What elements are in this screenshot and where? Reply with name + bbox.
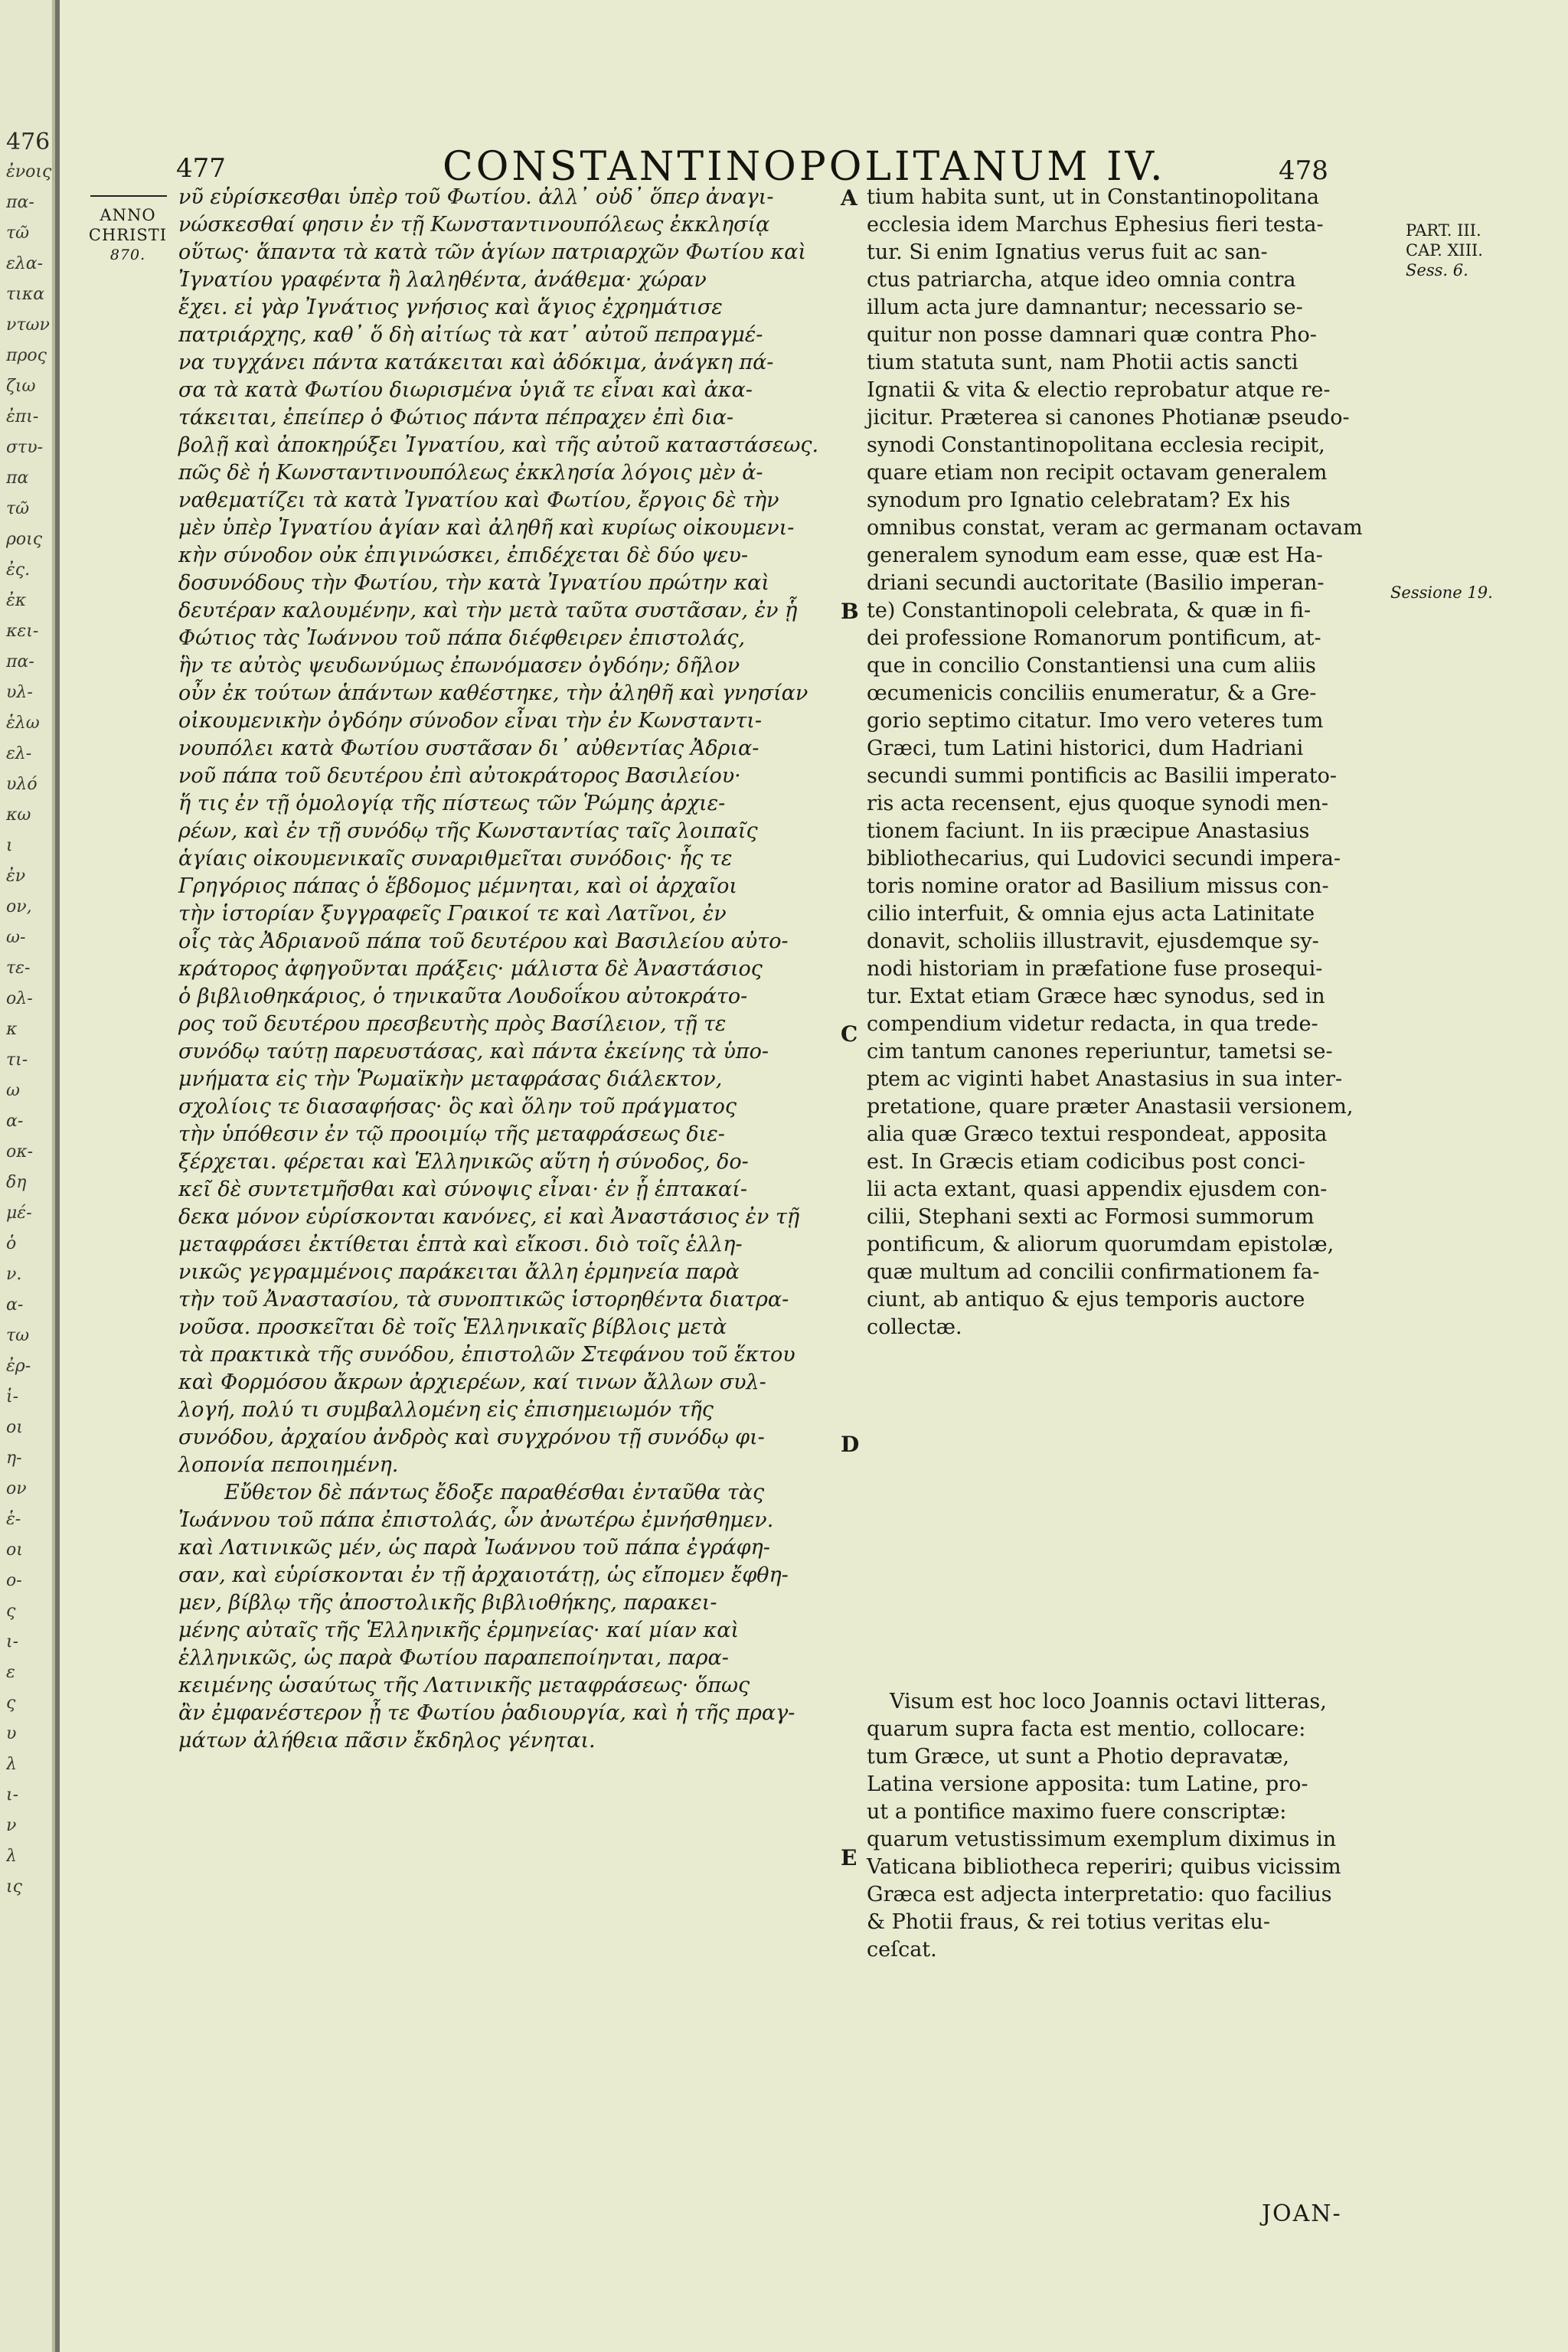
facing-page-fragment: υλό (6, 775, 38, 794)
facing-page-fragment: ν (6, 1816, 17, 1835)
greek-line: λογή, πολύ τι συμβαλλομένη εἰς ἐπισημειωμόν τῆς (178, 1398, 714, 1422)
part-chapter-note (1406, 220, 1498, 280)
running-title: CONSTANTINOPOLITANUM IV. (443, 144, 1166, 190)
facing-page-fragment: α- (6, 1112, 24, 1131)
greek-line: νικῶς γεγραμμένοις παράκειται ἄλλη ἑρμηνεία παρὰ (178, 1260, 740, 1284)
latin-line: tionem faciunt. In iis præcipue Anastasius (867, 819, 1310, 843)
greek-line: κράτορος ἀφηγοῦνται πράξεις· μάλιστα δὲ Ἀναστάσιος (178, 957, 763, 981)
facing-page-fragment: οι (6, 1540, 23, 1560)
margin-letter-d: D (841, 1432, 860, 1457)
facing-page-fragment: η- (6, 1449, 22, 1468)
facing-page-fragment: κω (6, 805, 31, 825)
facing-page-fragment: ροις (6, 530, 43, 549)
sessione-note: Sessione 19. (1390, 583, 1493, 602)
greek-line: δοσυνόδους τὴν Φωτίου, τὴν κατὰ Ἰγνατίου πρώτην καὶ (178, 571, 769, 595)
facing-page-fragment: τε- (6, 959, 31, 978)
latin-text-column (867, 184, 1387, 1962)
facing-page-fragment: ε (6, 1663, 15, 1682)
greek-line: ἥ τις ἐν τῇ ὁμολογίᾳ τῆς πίστεως τῶν Ῥώμης ἀρχιε- (178, 792, 726, 815)
latin-line: compendium videtur redacta, in qua trede- (867, 1012, 1318, 1036)
greek-line: πῶς δὲ ἡ Κωνσταντινουπόλεως ἐκκλησία λόγοις μὲν ἀ- (178, 461, 763, 485)
christi-label: CHRISTI (88, 226, 168, 244)
latin-line: cilii, Stephani sexti ac Formosi summorum (867, 1205, 1315, 1229)
greek-line: μνήματα εἰς τὴν Ῥωμαϊκὴν μεταφράσας διάλεκτον, (178, 1067, 723, 1091)
greek-line: ρος τοῦ δευτέρου πρεσβευτὴς πρὸς Βασίλειον, τῇ τε (178, 1012, 727, 1036)
greek-line: τὴν τοῦ Ἀναστασίου, τὰ συνοπτικῶς ἱστορηθέντα διατρα- (178, 1288, 789, 1312)
facing-page-fragment: ελα- (6, 254, 44, 273)
latin-line: tium habita sunt, ut in Constantinopolitana (867, 185, 1319, 209)
latin-line: quæ multum ad concilii confirmationem fa- (867, 1260, 1320, 1284)
latin-line: ctus patriarcha, atque ideo omnia contra (867, 268, 1296, 292)
facing-page-fragment: λ (6, 1847, 17, 1866)
latin-line: cim tantum canones reperiuntur, tametsi se- (867, 1040, 1333, 1063)
greek-line: δεκα μόνον εὑρίσκονται κανόνες, εἰ καὶ Ἀναστάσιος ἐν τῇ (178, 1205, 800, 1229)
left-column-number: 477 (176, 153, 226, 184)
greek-text-column (178, 184, 837, 1755)
facing-page-fragment: ἐρ- (6, 1357, 31, 1376)
latin-line: pretatione, quare præter Anastasii versionem, (867, 1095, 1354, 1119)
latin-line: ceſcat. (867, 1938, 937, 1962)
greek-line: σχολίοις τε διασαφήσας· ὃς καὶ ὅλην τοῦ πράγματος (178, 1095, 737, 1119)
latin-line: Latina versione apposita: tum Latine, pro- (867, 1772, 1308, 1796)
facing-page-fragment: ν. (6, 1265, 22, 1284)
facing-page-fragment: τῶ (6, 499, 30, 518)
facing-page-fragment: ον (6, 1479, 27, 1498)
greek-line: οἰκουμενικὴν ὀγδόην σύνοδον εἶναι τὴν ἐν Κωνσταντι- (178, 709, 762, 733)
greek-line: ἑλληνικῶς, ὡς παρὰ Φωτίου παραπεποίηνται, παρα- (178, 1646, 729, 1670)
session-label: Sess. 6. (1406, 261, 1468, 279)
greek-line: Φώτιος τὰς Ἰωάννου τοῦ πάπα διέφθειρεν ἐπιστολάς, (178, 626, 746, 650)
greek-line: καὶ Λατινικῶς μέν, ὡς παρὰ Ἰωάννου τοῦ πάπα ἐγράφη- (178, 1536, 770, 1560)
greek-line: ἁγίαις οἰκουμενικαῖς συναριθμεῖται συνόδοις· ἧς τε (178, 847, 733, 871)
latin-line: generalem synodum eam esse, quæ est Ha- (867, 544, 1323, 567)
facing-page-fragment: ς (6, 1602, 16, 1621)
greek-line: βολῇ καὶ ἀποκηρύξει Ἰγνατίου, καὶ τῆς αὐτοῦ καταστάσεως. (178, 433, 819, 457)
latin-line: tium statuta sunt, nam Photii actis sancti (867, 351, 1298, 374)
facing-page-fragment: δη (6, 1173, 27, 1192)
greek-line: νοῦσα. προσκεῖται δὲ τοῖς Ἑλληνικαῖς βίβλοις μετὰ (178, 1315, 727, 1339)
facing-page-fragment: ἐπι- (6, 407, 39, 426)
greek-line: ἣν τε αὐτὸς ψευδωνύμως ἐπωνόμασεν ὀγδόην; δῆλον (178, 654, 740, 678)
facing-page-fragment: ελ- (6, 744, 32, 763)
latin-line: pontificum, & aliorum quorumdam epistolæ, (867, 1233, 1334, 1256)
right-column-number: 478 (1279, 155, 1328, 186)
greek-line: νώσκεσθαί φησιν ἐν τῇ Κωνσταντινουπόλεως ἐκκλησίᾳ (178, 213, 770, 237)
latin-line: tum Græce, ut sunt a Photio depravatæ, (867, 1745, 1289, 1769)
latin-line: collectæ. (867, 1315, 962, 1339)
latin-line: Græci, tum Latini historici, dum Hadriani (867, 737, 1304, 760)
facing-page-fragment: ω- (6, 928, 26, 947)
greek-line: ναθεματίζει τὰ κατὰ Ἰγνατίου καὶ Φωτίου, ἔργοις δὲ τὴν (178, 488, 779, 512)
facing-page-fragment: προς (6, 346, 47, 365)
facing-page-fragment: ον, (6, 897, 32, 916)
latin-line: dei professione Romanorum pontificum, at- (867, 626, 1321, 650)
greek-line: τὴν ὑπόθεσιν ἐν τῷ προοιμίῳ τῆς μεταφράσεως διε- (178, 1122, 725, 1146)
part-label: PART. III. (1406, 221, 1481, 240)
facing-page-fragment: τικα (6, 285, 45, 304)
header-rule (90, 195, 167, 197)
facing-page-fragment: ι- (6, 1632, 19, 1651)
chapter-label: CAP. XIII. (1406, 241, 1483, 260)
margin-letter-b: B (841, 599, 859, 624)
greek-line: καὶ Φορμόσου ἄκρων ἀρχιερέων, καί τινων ἄλλων συλ- (178, 1370, 766, 1394)
latin-line: jicitur. Præterea si canones Photianæ pseudo- (867, 406, 1350, 430)
latin-line: synodum pro Ignatio celebratam? Ex his (867, 488, 1291, 512)
facing-page-fragment: ἐν (6, 867, 26, 886)
greek-line: κεῖ δὲ συντετμῆσθαι καὶ σύνοψις εἶναι· ἐν ᾗ ἑπτακαί- (178, 1178, 747, 1201)
catchword: JOAN- (1262, 2200, 1342, 2227)
facing-page-fragment: ζιω (6, 377, 36, 396)
facing-page-fragment: ς (6, 1694, 16, 1713)
greek-line: Εὔθετον δὲ πάντως ἔδοξε παραθέσθαι ἐνταῦθα τὰς (224, 1481, 765, 1504)
greek-line: νῦ εὑρίσκεσθαι ὑπὲρ τοῦ Φωτίου. ἀλλ᾽ οὐδ᾽ ὅπερ ἀναγι- (178, 185, 774, 209)
latin-line: te) Constantinopoli celebrata, & quæ in fi- (867, 599, 1312, 622)
latin-main-paragraph (867, 184, 1387, 1341)
facing-page-fragment: ω (6, 1081, 20, 1100)
greek-line: μεν, βίβλῳ τῆς ἀποστολικῆς βιβλιοθήκης, παρακει- (178, 1591, 717, 1615)
greek-line: δευτέραν καλουμένην, καὶ τὴν μετὰ ταῦτα συστᾶσαν, ἐν ᾗ (178, 599, 798, 622)
greek-line: ἂν ἐμφανέστερον ᾖ τε Φωτίου ῥαδιουργία, καὶ ἡ τῆς πραγ- (178, 1701, 795, 1725)
facing-page-fragment: ις (6, 1877, 22, 1896)
facing-page-fragment: πα- (6, 652, 34, 671)
greek-line: Ἰγνατίου γραφέντα ἢ λαληθέντα, ἀνάθεμα· χώραν (178, 268, 707, 292)
latin-line: driani secundi auctoritate (Basilio imperan- (867, 571, 1325, 595)
facing-page-fragment: ολ- (6, 989, 33, 1008)
greek-line: συνόδῳ ταύτῃ παρευστάσας, καὶ πάντα ἐκείνης τὰ ὑπο- (178, 1040, 769, 1063)
latin-line: quarum vetustissimum exemplum diximus in (867, 1828, 1337, 1851)
facing-page-fragment: ο- (6, 1571, 22, 1590)
facing-page-fragment: υλ- (6, 683, 33, 702)
latin-line: gorio septimo citatur. Imo vero veteres tum (867, 709, 1324, 733)
latin-line: toris nomine orator ad Basilium missus con- (867, 874, 1329, 898)
facing-page-fragment: μέ- (6, 1204, 32, 1223)
facing-page-number: 476 (6, 129, 51, 155)
facing-page-gutter (0, 0, 55, 2352)
latin-line: quare etiam non recipit octavam generalem (867, 461, 1328, 485)
latin-line: tur. Si enim Ignatius verus fuit ac san- (867, 240, 1268, 264)
facing-page-fragment: στυ- (6, 438, 43, 457)
year-label: 870. (109, 247, 146, 263)
latin-line: ut a pontifice maximo fuere conscriptæ: (867, 1800, 1287, 1824)
facing-page-fragment: ἐκ (6, 591, 27, 610)
latin-line: ptem ac viginti habet Anastasius in sua inter- (867, 1067, 1343, 1091)
greek-line: ὁ βιβλιοθηκάριος, ὁ τηνικαῦτα Λουδοΐκου αὐτοκράτο- (178, 985, 748, 1008)
greek-line: ξέρχεται. φέρεται καὶ Ἑλληνικῶς αὕτη ἡ σύνοδος, δο- (178, 1150, 749, 1174)
facing-page-fragment: ι (6, 836, 13, 855)
latin-line: tur. Extat etiam Græce hæc synodus, sed in (867, 985, 1325, 1008)
latin-line: ris acta recensent, ejus quoque synodi men- (867, 792, 1329, 815)
greek-line: συνόδου, ἀρχαίου ἀνδρὸς καὶ συγχρόνου τῇ συνόδῳ φι- (178, 1426, 765, 1449)
facing-page-fragment: τι- (6, 1050, 28, 1070)
facing-page-fragment: ἑλω (6, 714, 40, 733)
facing-page-fragment: ἐνοις (6, 162, 52, 181)
facing-page-fragment: ντων (6, 315, 50, 335)
greek-line: οὖν ἐκ τούτων ἁπάντων καθέστηκε, τὴν ἀληθῆ καὶ γνησίαν (178, 681, 808, 705)
latin-line: ecclesia idem Marchus Ephesius fieri testa- (867, 213, 1324, 237)
greek-line: σαν, καὶ εὑρίσκονται ἐν τῇ ἀρχαιοτάτῃ, ὡς εἴπομεν ἔφθη- (178, 1563, 789, 1587)
greek-line: μὲν ὑπὲρ Ἰγνατίου ἁγίαν καὶ ἀληθῆ καὶ κυρίως οἰκουμενι- (178, 516, 795, 540)
greek-line: μεταφράσει ἐκτίθεται ἑπτὰ καὶ εἴκοσι. διὸ τοῖς ἑλλη- (178, 1233, 743, 1256)
latin-line: alia quæ Græco textui respondeat, apposita (867, 1122, 1328, 1146)
greek-line: μάτων ἀλήθεια πᾶσιν ἔκδηλος γένηται. (178, 1729, 596, 1753)
facing-page-fragment: κ (6, 1020, 18, 1039)
margin-letter-a: A (841, 185, 858, 211)
greek-line: πατριάρχης, καθ᾽ ὅ δὴ αἰτίως τὰ κατ᾽ αὐτοῦ πεπραγμέ- (178, 323, 763, 347)
latin-line: bibliothecarius, qui Ludovici secundi impera- (867, 847, 1341, 871)
greek-line: τὴν ἱστορίαν ξυγγραφεῖς Γραικοί τε καὶ Λατῖνοι, ἐν (178, 902, 727, 926)
latin-line: est. In Græcis etiam codicibus post conci- (867, 1150, 1305, 1174)
facing-page-fragment: οι (6, 1418, 23, 1437)
greek-line: κειμένης ὡσαύτως τῆς Λατινικῆς μεταφράσεως· ὅπως (178, 1674, 750, 1697)
latin-line: quarum supra facta est mentio, collocare: (867, 1717, 1306, 1741)
greek-line: κὴν σύνοδον οὐκ ἐπιγινώσκει, ἐπιδέχεται δὲ δύο ψευ- (178, 544, 748, 567)
facing-page-fragment: υ (6, 1724, 17, 1743)
latin-line: Græca est adjecta interpretatio: quo facilius (867, 1883, 1332, 1906)
margin-letter-e: E (841, 1845, 858, 1870)
anno-label: ANNO (100, 206, 156, 224)
greek-line: μένης αὐταῖς τῆς Ἑλληνικῆς ἑρμηνείας· καί μίαν καὶ (178, 1619, 740, 1642)
facing-page-fragment: πα- (6, 193, 34, 212)
latin-line: que in concilio Constantiensi una cum aliis (867, 654, 1316, 678)
latin-line: Visum est hoc loco Joannis octavi litteras, (890, 1690, 1327, 1713)
greek-line: ρέων, καὶ ἐν τῇ συνόδῳ τῆς Κωνσταντίας ταῖς λοιπαῖς (178, 819, 758, 843)
greek-line: Γρηγόριος πάπας ὁ ἕβδομος μέμνηται, καὶ οἱ ἀρχαῖοι (178, 874, 737, 898)
greek-line: τάκειται, ἐπείπερ ὁ Φώτιος πάντα πέπραχεν ἐπὶ δια- (178, 406, 734, 430)
facing-page-fragment: ἑ- (6, 1510, 21, 1529)
facing-page-fragment: ἐς. (6, 560, 31, 580)
facing-page-fragment: ι- (6, 1785, 19, 1805)
facing-page-fragment: τῶ (6, 224, 30, 243)
greek-line: οἷς τὰς Ἀδριανοῦ πάπα τοῦ δευτέρου καὶ Βασιλείου αὐτο- (178, 929, 789, 953)
greek-line: σα τὰ κατὰ Φωτίου διωρισμένα ὑγιᾶ τε εἶναι καὶ ἀκα- (178, 378, 753, 402)
latin-line: synodi Constantinopolitana ecclesia recipit, (867, 433, 1325, 457)
facing-page-fragment: τω (6, 1326, 30, 1345)
greek-line: λοπονία πεποιημένη. (178, 1453, 399, 1477)
margin-letter-c: C (841, 1021, 858, 1047)
facing-page-fragment: πα (6, 469, 29, 488)
latin-line: ciunt, ab antiquo & ejus temporis auctore (867, 1288, 1305, 1312)
latin-line: œcumenicis conciliis enumeratur, & a Gre- (867, 681, 1317, 705)
latin-line: & Photii fraus, & rei totius veritas elu- (867, 1910, 1270, 1934)
facing-page-fragment: κει- (6, 622, 39, 641)
greek-line: τὰ πρακτικὰ τῆς συνόδου, ἐπιστολῶν Στεφάνου τοῦ ἕκτου (178, 1343, 795, 1367)
latin-line: lii acta extant, quasi appendix ejusdem con- (867, 1178, 1328, 1201)
latin-line: illum acta jure damnantur; necessario se- (867, 296, 1303, 319)
greek-line: νουπόλει κατὰ Φωτίου συστᾶσαν δι᾽ αὐθεντίας Ἀδρια- (178, 737, 760, 760)
latin-line: cilio interfuit, & omnia ejus acta Latinitate (867, 902, 1315, 926)
latin-second-paragraph (867, 1688, 1387, 1964)
greek-line: Ἰωάννου τοῦ πάπα ἐπιστολάς, ὧν ἀνωτέρω ἐμνήσθημεν. (178, 1508, 774, 1532)
facing-page-fragment: ἱ- (6, 1387, 19, 1406)
greek-line: να τυγχάνει πάντα κατάκειται καὶ ἀδόκιμα, ἀνάγκη πά- (178, 351, 774, 374)
greek-line: ἔχει. εἰ γὰρ Ἰγνάτιος γνήσιος καὶ ἅγιος ἐχρημάτισε (178, 296, 723, 319)
facing-page-fragment: α- (6, 1295, 24, 1315)
anno-christi-note (86, 205, 170, 265)
facing-page-fragment: οκ- (6, 1142, 34, 1161)
facing-page-fragment: λ (6, 1755, 17, 1774)
greek-line: οὕτως· ἅπαντα τὰ κατὰ τῶν ἁγίων πατριαρχῶν Φωτίου καὶ (178, 240, 806, 264)
latin-line: omnibus constat, veram ac germanam octavam (867, 516, 1363, 540)
latin-line: quitur non posse damnari quæ contra Pho- (867, 323, 1317, 347)
book-page (60, 0, 1568, 2352)
latin-line: nodi historiam in præfatione fuse prosequi- (867, 957, 1323, 981)
latin-line: secundi summi pontificis ac Basilii imperato- (867, 764, 1337, 788)
latin-line: donavit, scholiis illustravit, ejusdemque sy- (867, 929, 1319, 953)
latin-line: Ignatii & vita & electio reprobatur atque re- (867, 378, 1331, 402)
latin-line: Vaticana bibliotheca reperiri; quibus vicissim (867, 1855, 1341, 1879)
facing-page-fragment: ὁ (6, 1234, 17, 1253)
greek-line: νοῦ πάπα τοῦ δευτέρου ἐπὶ αὐτοκράτορος Βασιλείου· (178, 764, 741, 788)
